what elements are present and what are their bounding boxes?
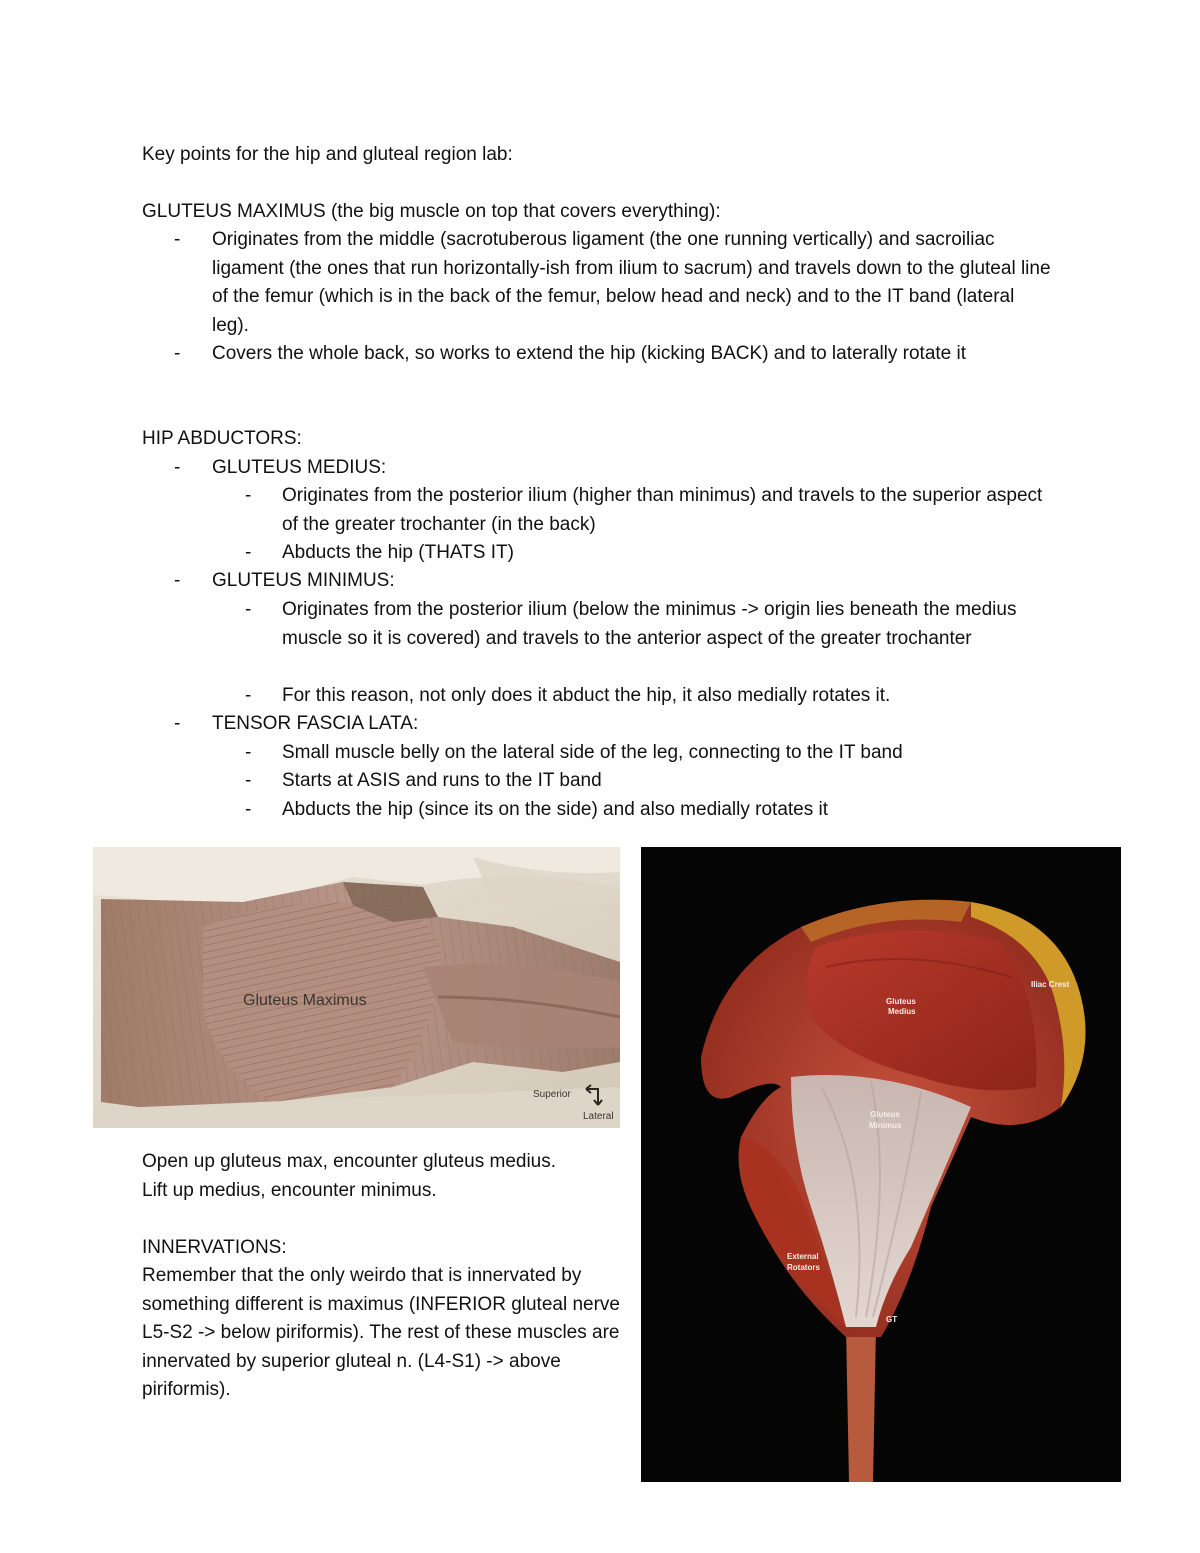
medius-point-origin <box>245 482 1045 539</box>
bullet-dash: - <box>245 685 252 706</box>
gmax-point-origin <box>174 226 1054 340</box>
bullet-dash: - <box>245 542 252 563</box>
medius-point-action <box>245 539 1045 568</box>
hip-dissection-photo <box>641 847 1121 1482</box>
tfl-point-location <box>245 739 1045 768</box>
medius-point-text: Originates from the posterior ilium (higher than minimus) and travels to the superior aspect of the greater trochanter (in the back) <box>282 485 1043 535</box>
bullet-dash: - <box>245 599 252 620</box>
dissection-line-2: Lift up medius, encounter minimus. <box>142 1180 437 1201</box>
bullet-dash: - <box>245 799 252 820</box>
bullet-dash: - <box>245 770 252 791</box>
greater-trochanter-label: GT <box>886 1315 898 1324</box>
abductor-name: GLUTEUS MEDIUS: <box>212 457 387 478</box>
bullet-dash: - <box>174 713 181 734</box>
bullet-dash: - <box>245 485 252 506</box>
external-rotators-label-1: External <box>787 1252 819 1261</box>
abductor-gluteus-medius <box>174 454 1054 483</box>
tfl-point-origin <box>245 767 1045 796</box>
minimus-point-text: For this reason, not only does it abduct the hip, it also medially rotates it. <box>282 685 891 706</box>
orientation-superior-label: Superior <box>533 1089 571 1100</box>
innervations-paragraph: Remember that the only weirdo that is innervated by something different is maximus (INFERIOR gluteal nerve L5-S2 -> below piriformis). The rest of these muscles are innervated by superior gluteal n. (L4-S1) -> above piriformis). <box>142 1265 620 1400</box>
tfl-point-text: Abducts the hip (since its on the side) and also medially rotates it <box>282 799 829 820</box>
gluteus-maximus-label: Gluteus Maximus <box>243 992 367 1009</box>
abductor-name: GLUTEUS MINIMUS: <box>212 570 395 591</box>
gluteus-maximus-photo <box>93 847 620 1128</box>
gmax-point-action <box>174 340 1054 369</box>
abductor-gluteus-minimus <box>174 567 1054 596</box>
gluteus-minimus-label-1: Gluteus <box>870 1110 900 1119</box>
intro-line: Key points for the hip and gluteal region lab: <box>142 144 513 165</box>
hip-abductors-heading: HIP ABDUCTORS: <box>142 428 302 449</box>
gluteus-minimus-label-2: Minimus <box>869 1121 902 1130</box>
gluteus-medius-label-1: Gluteus <box>886 997 916 1006</box>
bullet-dash: - <box>245 742 252 763</box>
tfl-point-text: Small muscle belly on the lateral side of the leg, connecting to the IT band <box>282 742 903 763</box>
medius-point-text: Abducts the hip (THATS IT) <box>282 542 514 563</box>
minimus-point-text: Originates from the posterior ilium (below the minimus -> origin lies beneath the medius muscle so it is covered) and travels to the anterior aspect of the greater trochanter <box>282 599 1017 649</box>
gluteus-medius-label-2: Medius <box>888 1007 916 1016</box>
bullet-dash: - <box>174 343 181 364</box>
dissection-line-1: Open up gluteus max, encounter gluteus medius. <box>142 1151 557 1172</box>
bullet-dash: - <box>174 457 181 478</box>
tfl-point-action <box>245 796 1045 825</box>
bullet-dash: - <box>174 229 181 250</box>
external-rotators-label-2: Rotators <box>787 1263 820 1272</box>
abductor-name: TENSOR FASCIA LATA: <box>212 713 419 734</box>
tfl-point-text: Starts at ASIS and runs to the IT band <box>282 770 602 791</box>
innervations-heading: INNERVATIONS: <box>142 1237 287 1258</box>
minimus-point-origin <box>245 596 1045 653</box>
orientation-lateral-label: Lateral <box>583 1111 614 1122</box>
gmax-point-text: Originates from the middle (sacrotuberous ligament (the one running vertically) and sacroiliac ligament (the ones that run horizontally-ish from ilium to sacrum) and travels down to the gluteal line of the femur (which is in the back of the femur, below head and neck) and to the IT band (lateral leg). <box>212 229 1051 336</box>
abductor-tensor-fascia-lata <box>174 710 1054 739</box>
iliac-crest-label: Iliac Crest <box>1031 980 1070 989</box>
gmax-point-text: Covers the whole back, so works to extend the hip (kicking BACK) and to laterally rotate it <box>212 343 967 364</box>
minimus-point-action <box>245 682 1045 711</box>
gluteus-maximus-heading: GLUTEUS MAXIMUS (the big muscle on top that covers everything): <box>142 201 721 222</box>
bullet-dash: - <box>174 570 181 591</box>
